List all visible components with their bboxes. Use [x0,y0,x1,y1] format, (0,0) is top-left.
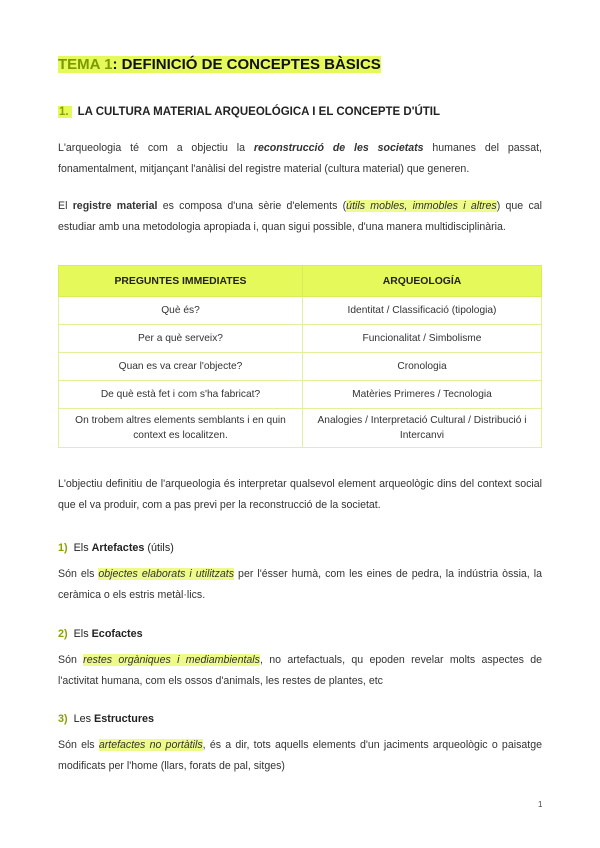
questions-table [58,265,542,448]
estructures-paragraph: Són els artefactes no portàtils, és a dir, tots aquells elements d'un jaciments arqueològic o paisatge modificats per l'home (llars, forats de pal, sitges) [58,739,542,772]
ecofactes-paragraph: Són restes orgàniques i mediambientals, no artefactuals, qu epoden revelar molts aspectes de l'activitat humana, com els ossos d'animals, les restes de plantes, etc [58,654,542,687]
table-cell: Funcionalitat / Simbolisme [303,325,542,353]
table-cell: Analogies / Interpretació Cultural / Distribució i Intercanvi [303,409,542,448]
registre-paragraph: El registre material es composa d'una sèrie d'elements (útils mobles, immobles i altres) que cal estudiar amb una metodologia apropiada i, quan sigui possible, d'una manera multidisciplinària. [58,200,542,233]
highlighted-term: artefactes no portàtils [98,739,203,751]
table-cell: Cronologia [303,353,542,381]
table-header: PREGUNTES IMMEDIATES [59,266,303,297]
table-cell: Matèries Primeres / Tecnologia [303,381,542,409]
table-header: ARQUEOLOGÍA [303,266,542,297]
emphasis-text: reconstrucció de les societats [253,142,424,154]
title-text: : DEFINICIÓ DE CONCEPTES BÀSICS [112,56,381,73]
subheading-artefactes: 1) Els Artefactes (útils) [58,542,174,554]
page-title [58,56,381,73]
table-row [59,325,542,353]
table-cell: Què és? [59,297,303,325]
page-number: 1 [538,800,543,809]
table-cell: De què està fet i com s'ha fabricat? [59,381,303,409]
artefactes-paragraph: Són els objectes elaborats i utilitzats per l'ésser humà, com les eines de pedra, la indústria òssia, la ceràmica o els estris metàl·lics. [58,568,542,601]
intro-paragraph: L'arqueologia té com a objectiu la reconstrucció de les societats humanes del passat, fonamentalment, mitjançant l'anàlisi del registre material (cultura material) que generen. [58,142,542,175]
table-row [59,381,542,409]
highlighted-term: objectes elaborats i utilitzats [98,568,235,580]
table-cell: Identitat / Classificació (tipologia) [303,297,542,325]
table-header-row [59,266,542,297]
table-cell: Quan es va crear l'objecte? [59,353,303,381]
table-row [59,409,542,448]
subheading-ecofactes: 2) Els Ecofactes [58,628,143,640]
table-cell: Per a què serveix? [59,325,303,353]
bold-term: registre material [72,200,158,212]
section-heading [58,106,440,118]
table-cell: On trobem altres elements semblants i en quin context es localitzen. [59,409,303,448]
highlighted-term: útils mobles, immobles i altres [346,200,497,212]
table-row [59,353,542,381]
objective-paragraph: L'objectiu definitiu de l'arqueologia és interpretar qualsevol element arqueològic dins del context social que el va produir, com a pas previ per la reconstrucció de la societat. [58,478,542,511]
section-title: LA CULTURA MATERIAL ARQUEOLÓGICA I EL CONCEPTE D'ÚTIL [77,106,441,118]
subheading-estructures: 3) Les Estructures [58,713,155,725]
section-number: 1. [58,106,72,118]
table-row [59,297,542,325]
highlighted-term: restes orgàniques i mediambientals [83,654,260,666]
tema-label: TEMA 1 [58,56,113,73]
